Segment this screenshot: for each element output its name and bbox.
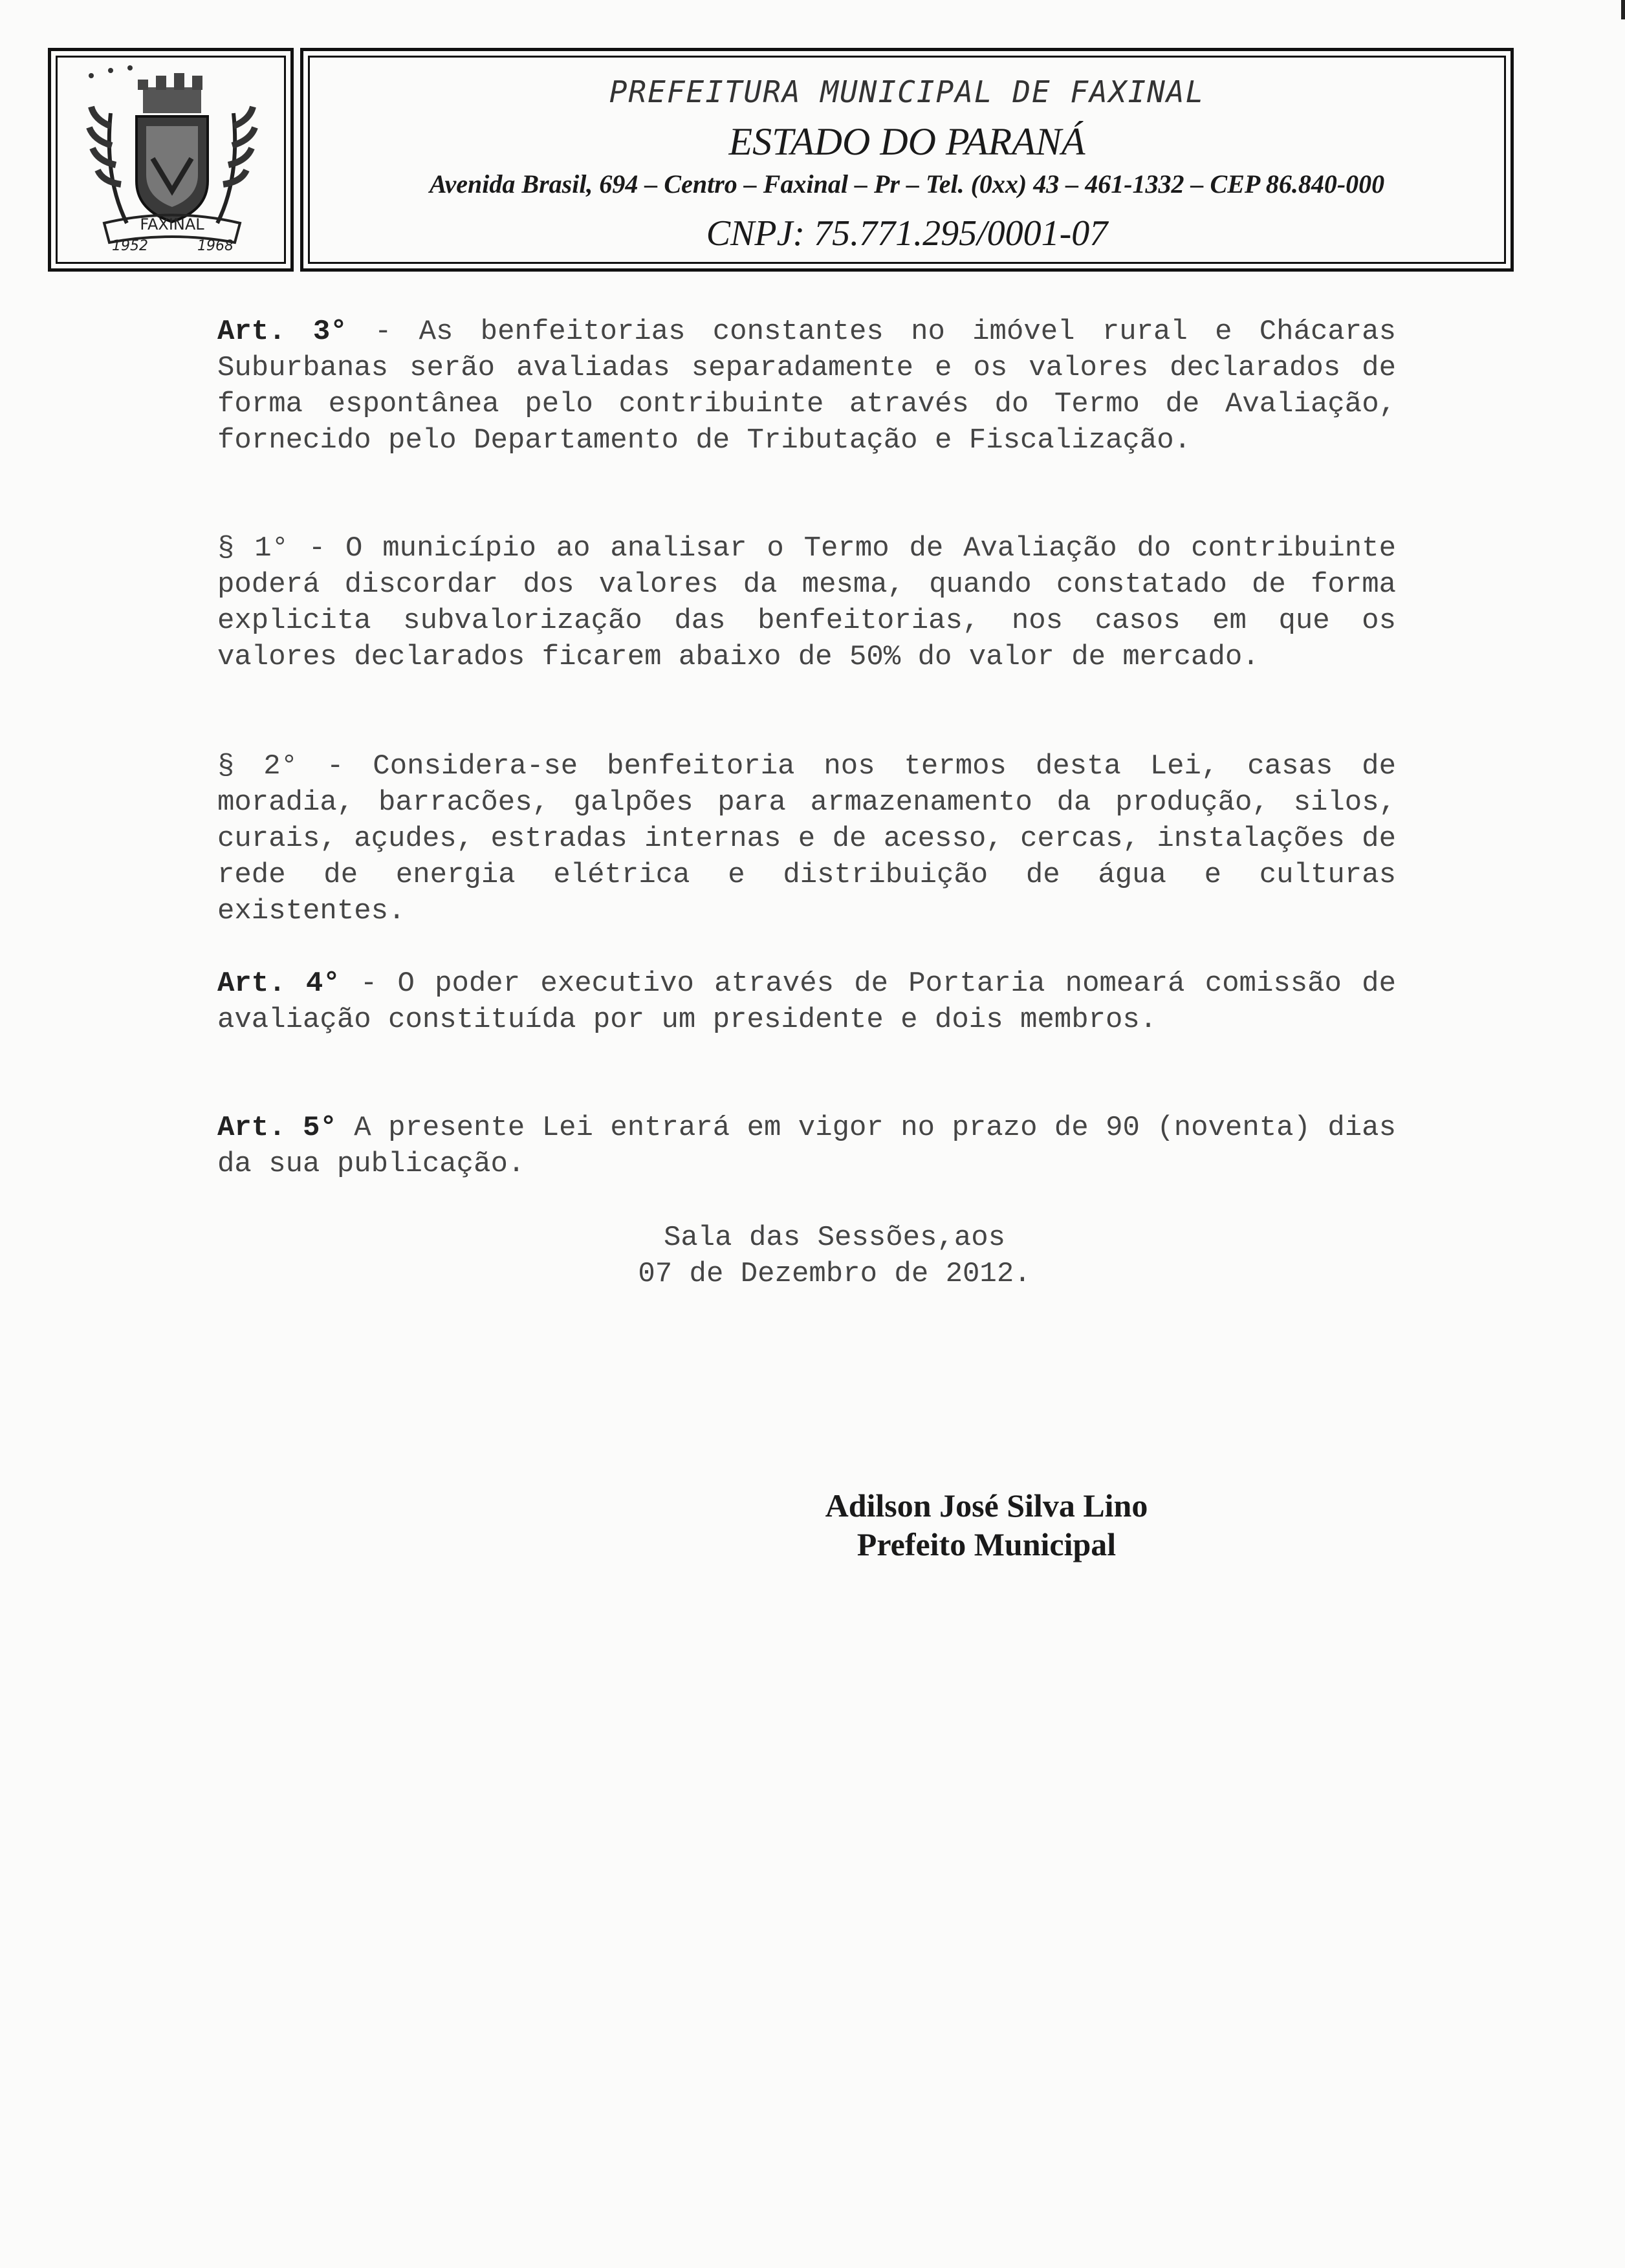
article-4-label: Art. 4° — [217, 967, 340, 1000]
paragraph-2 — [217, 748, 1396, 929]
letterhead — [48, 48, 1514, 272]
signature-block — [744, 1486, 1229, 1564]
article-4 — [217, 966, 1396, 1038]
signer-name: Adilson José Silva Lino — [825, 1487, 1148, 1524]
cnpj-line: CNPJ: 75.771.295/0001-07 — [706, 213, 1108, 254]
article-3-label: Art. 3° — [217, 316, 347, 348]
crest-frame — [48, 48, 294, 272]
article-3 — [217, 314, 1396, 459]
closing-block — [505, 1220, 1164, 1292]
paragraph-1 — [217, 530, 1396, 675]
article-4-text: - O poder executivo através de Portaria nomeará comissão de avaliação constituída por um presidente e dois membros. — [217, 967, 1396, 1036]
municipality-title: PREFEITURA MUNICIPAL DE FAXINAL — [609, 74, 1205, 109]
paragraph-1-text: § 1° - O município ao analisar o Termo de Avaliação do contribuinte poderá discordar dos valores da mesma, quando constatado de forma explicita subvalorização das benfeitorias, nos casos em que os valores declarados ficarem abaixo de 50% do valor de mercado. — [217, 532, 1396, 673]
article-5-label: Art. 5° — [217, 1112, 337, 1144]
scan-edge-mark — [1621, 0, 1625, 19]
article-5 — [217, 1110, 1396, 1182]
closing-date: 07 de Dezembro de 2012. — [638, 1258, 1031, 1290]
closing-line-1: Sala das Sessões,aos — [663, 1222, 1006, 1254]
paragraph-2-text: § 2° - Considera-se benfeitoria nos termos desta Lei, casas de moradia, barracões, galpões para armazenamento da produção, silos, curais, açudes, estradas internas e de acesso, cercas, instalações de rede de energia elétrica e distribuição de água e culturas existentes. — [217, 750, 1396, 927]
signer-role: Prefeito Municipal — [856, 1526, 1117, 1562]
crest-year-right: 1968 — [197, 238, 234, 254]
municipal-crest-icon — [65, 61, 279, 255]
address-line: Avenida Brasil, 694 – Centro – Faxinal – Pr – Tel. (0xx) 43 – 461-1332 – CEP 86.840-000 — [429, 169, 1385, 199]
letterhead-title-frame — [300, 48, 1514, 272]
crest-city-label: FAXINAL — [140, 215, 204, 233]
state-title: ESTADO DO PARANÁ — [728, 120, 1085, 163]
article-5-text: A presente Lei entrará em vigor no prazo de 90 (noventa) dias da sua publicação. — [217, 1112, 1396, 1180]
article-3-text: - As benfeitorias constantes no imóvel rural e Chácaras Suburbanas serão avaliadas separadamente e os valores declarados de forma espontânea pelo contribuinte através do Termo de Avaliação, fornecido pelo Departamento de Tributação e Fiscalização. — [217, 316, 1396, 457]
crest-year-left: 1952 — [112, 238, 148, 254]
